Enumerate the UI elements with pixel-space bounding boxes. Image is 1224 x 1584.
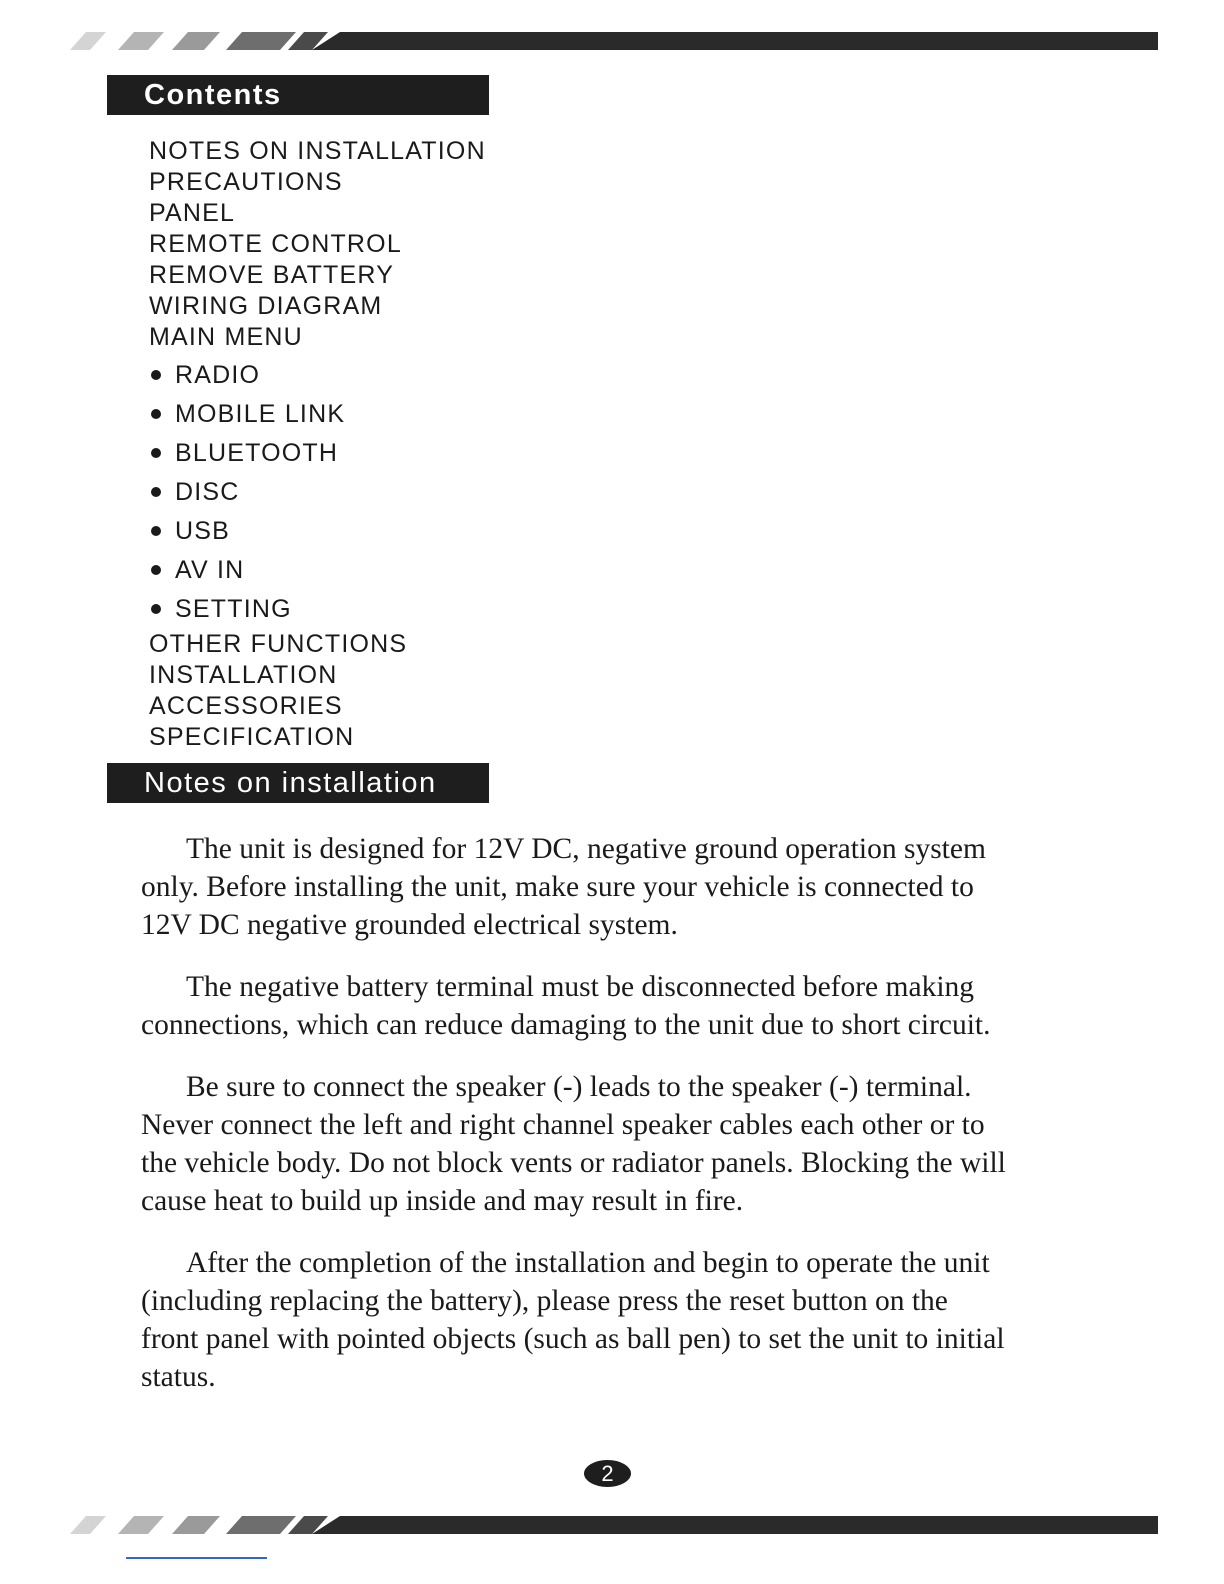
toc-label: MAIN MENU — [149, 323, 303, 351]
toc-subitem — [149, 512, 486, 551]
bullet-icon — [151, 565, 161, 575]
paragraph: The unit is designed for 12V DC, negative ground operation system only. Before installing the unit, make sure your vehicle is connected to 12V DC negative grounded electrical system. — [141, 833, 986, 941]
toc-label: SPECIFICATION — [149, 723, 355, 751]
toc-item — [149, 260, 486, 291]
toc-label: PRECAUTIONS — [149, 168, 343, 196]
toc-subitem — [149, 551, 486, 590]
toc-subitem — [149, 395, 486, 434]
toc-label: USB — [175, 517, 231, 545]
toc-label: AV IN — [175, 556, 245, 584]
toc-subitem — [149, 434, 486, 473]
toc-item — [149, 691, 486, 722]
toc-label: REMOTE CONTROL — [149, 230, 402, 258]
toc-subitem — [149, 356, 486, 395]
toc-item — [149, 229, 486, 260]
toc-label: WIRING DIAGRAM — [149, 292, 383, 320]
toc-item — [149, 660, 486, 691]
toc-item — [149, 629, 486, 660]
table-of-contents — [149, 136, 486, 753]
bullet-icon — [151, 487, 161, 497]
top-decorative-bar — [0, 26, 1224, 54]
toc-label: INSTALLATION — [149, 661, 338, 689]
toc-label: DISC — [175, 478, 240, 506]
toc-label: PANEL — [149, 199, 236, 227]
toc-label: ACCESSORIES — [149, 692, 343, 720]
bullet-icon — [151, 448, 161, 458]
toc-label: OTHER FUNCTIONS — [149, 630, 408, 658]
bullet-icon — [151, 604, 161, 614]
paragraph: The negative battery terminal must be disconnected before making connections, which can reduce damaging to the unit due to short circuit. — [141, 971, 991, 1041]
bullet-icon — [151, 526, 161, 536]
toc-item — [149, 136, 486, 167]
toc-label: MOBILE LINK — [175, 400, 346, 428]
bullet-icon — [151, 370, 161, 380]
paragraph: After the completion of the installation and begin to operate the unit (including replacing the battery), please press the reset button on the front panel with pointed objects (such as ball pen) to set the unit to initial status. — [141, 1247, 1005, 1393]
toc-subitem — [149, 590, 486, 629]
toc-item — [149, 167, 486, 198]
link-underline — [126, 1557, 267, 1559]
bullet-icon — [151, 409, 161, 419]
toc-label: BLUETOOTH — [175, 439, 339, 467]
toc-item — [149, 291, 486, 322]
toc-label: RADIO — [175, 361, 261, 389]
toc-label: REMOVE BATTERY — [149, 261, 395, 289]
toc-subitem — [149, 473, 486, 512]
installation-notes-body — [141, 830, 1011, 1420]
page-number: 2 — [584, 1460, 631, 1487]
bottom-decorative-bar — [0, 1510, 1224, 1538]
toc-item — [149, 322, 486, 353]
contents-header: Contents — [107, 75, 489, 115]
toc-label: NOTES ON INSTALLATION — [149, 137, 486, 165]
toc-item — [149, 722, 486, 753]
paragraph: Be sure to connect the speaker (-) leads to the speaker (-) terminal. Never connect the left and right channel speaker cables each other or to the vehicle body. Do not block vents or radiator panels. Blocking the will cause heat to build up inside and may result in fire. — [141, 1071, 1006, 1217]
toc-item — [149, 198, 486, 229]
toc-label: SETTING — [175, 595, 292, 623]
notes-on-installation-header: Notes on installation — [107, 763, 489, 803]
